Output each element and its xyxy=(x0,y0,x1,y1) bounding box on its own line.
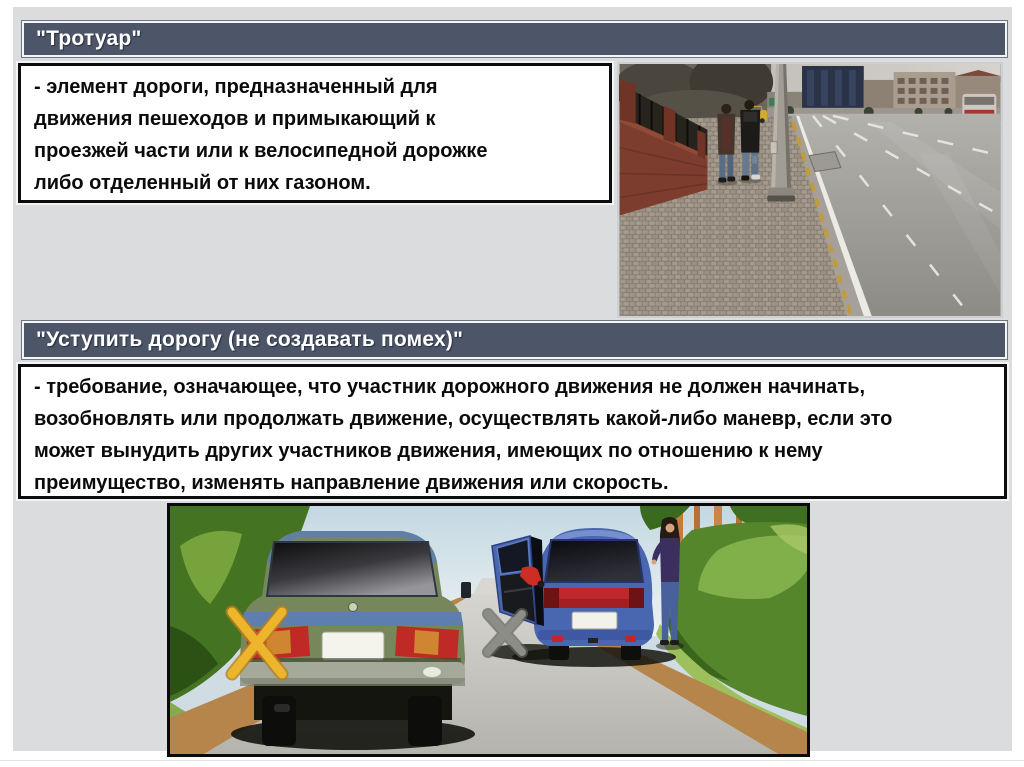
definition-box-trotuar xyxy=(18,63,612,203)
section-header-ustupit-dorogu xyxy=(22,321,1007,359)
blue-car-rear-window xyxy=(545,540,643,582)
definition-line: - требование, означающее, что участник дорожного движения не должен начинать, xyxy=(34,376,866,398)
bottom-divider xyxy=(0,760,1024,761)
section-header-trotuar xyxy=(22,21,1007,57)
definition-line: - элемент дороги, предназначенный для xyxy=(34,76,438,98)
section-header-trotuar-text: "Тротуар" xyxy=(36,27,142,50)
definition-line: возобновлять или продолжать движение, осуществлять какой-либо маневр, если это xyxy=(34,408,893,430)
blue-car-license-plate xyxy=(572,612,617,629)
green-car-license-plate xyxy=(322,632,384,660)
give-way-illustration xyxy=(167,503,810,757)
definition-line: либо отделенный от них газоном. xyxy=(34,172,371,194)
definition-line: может вынудить других участников движения, имеющих по отношению к нему xyxy=(34,440,823,462)
green-car-rear-window xyxy=(267,542,437,596)
definition-line: преимущество, изменять направление движения или скорость. xyxy=(34,472,669,494)
definition-line: движения пешеходов и примыкающий к xyxy=(34,108,436,130)
definition-box-ustupit-dorogu xyxy=(18,364,1007,499)
section-header-ustupit-dorogu-text: "Уступить дорогу (не создавать помех)" xyxy=(36,328,464,351)
sidewalk-photo xyxy=(617,62,1003,318)
definition-line: проезжей части или к велосипедной дорожке xyxy=(34,140,488,162)
